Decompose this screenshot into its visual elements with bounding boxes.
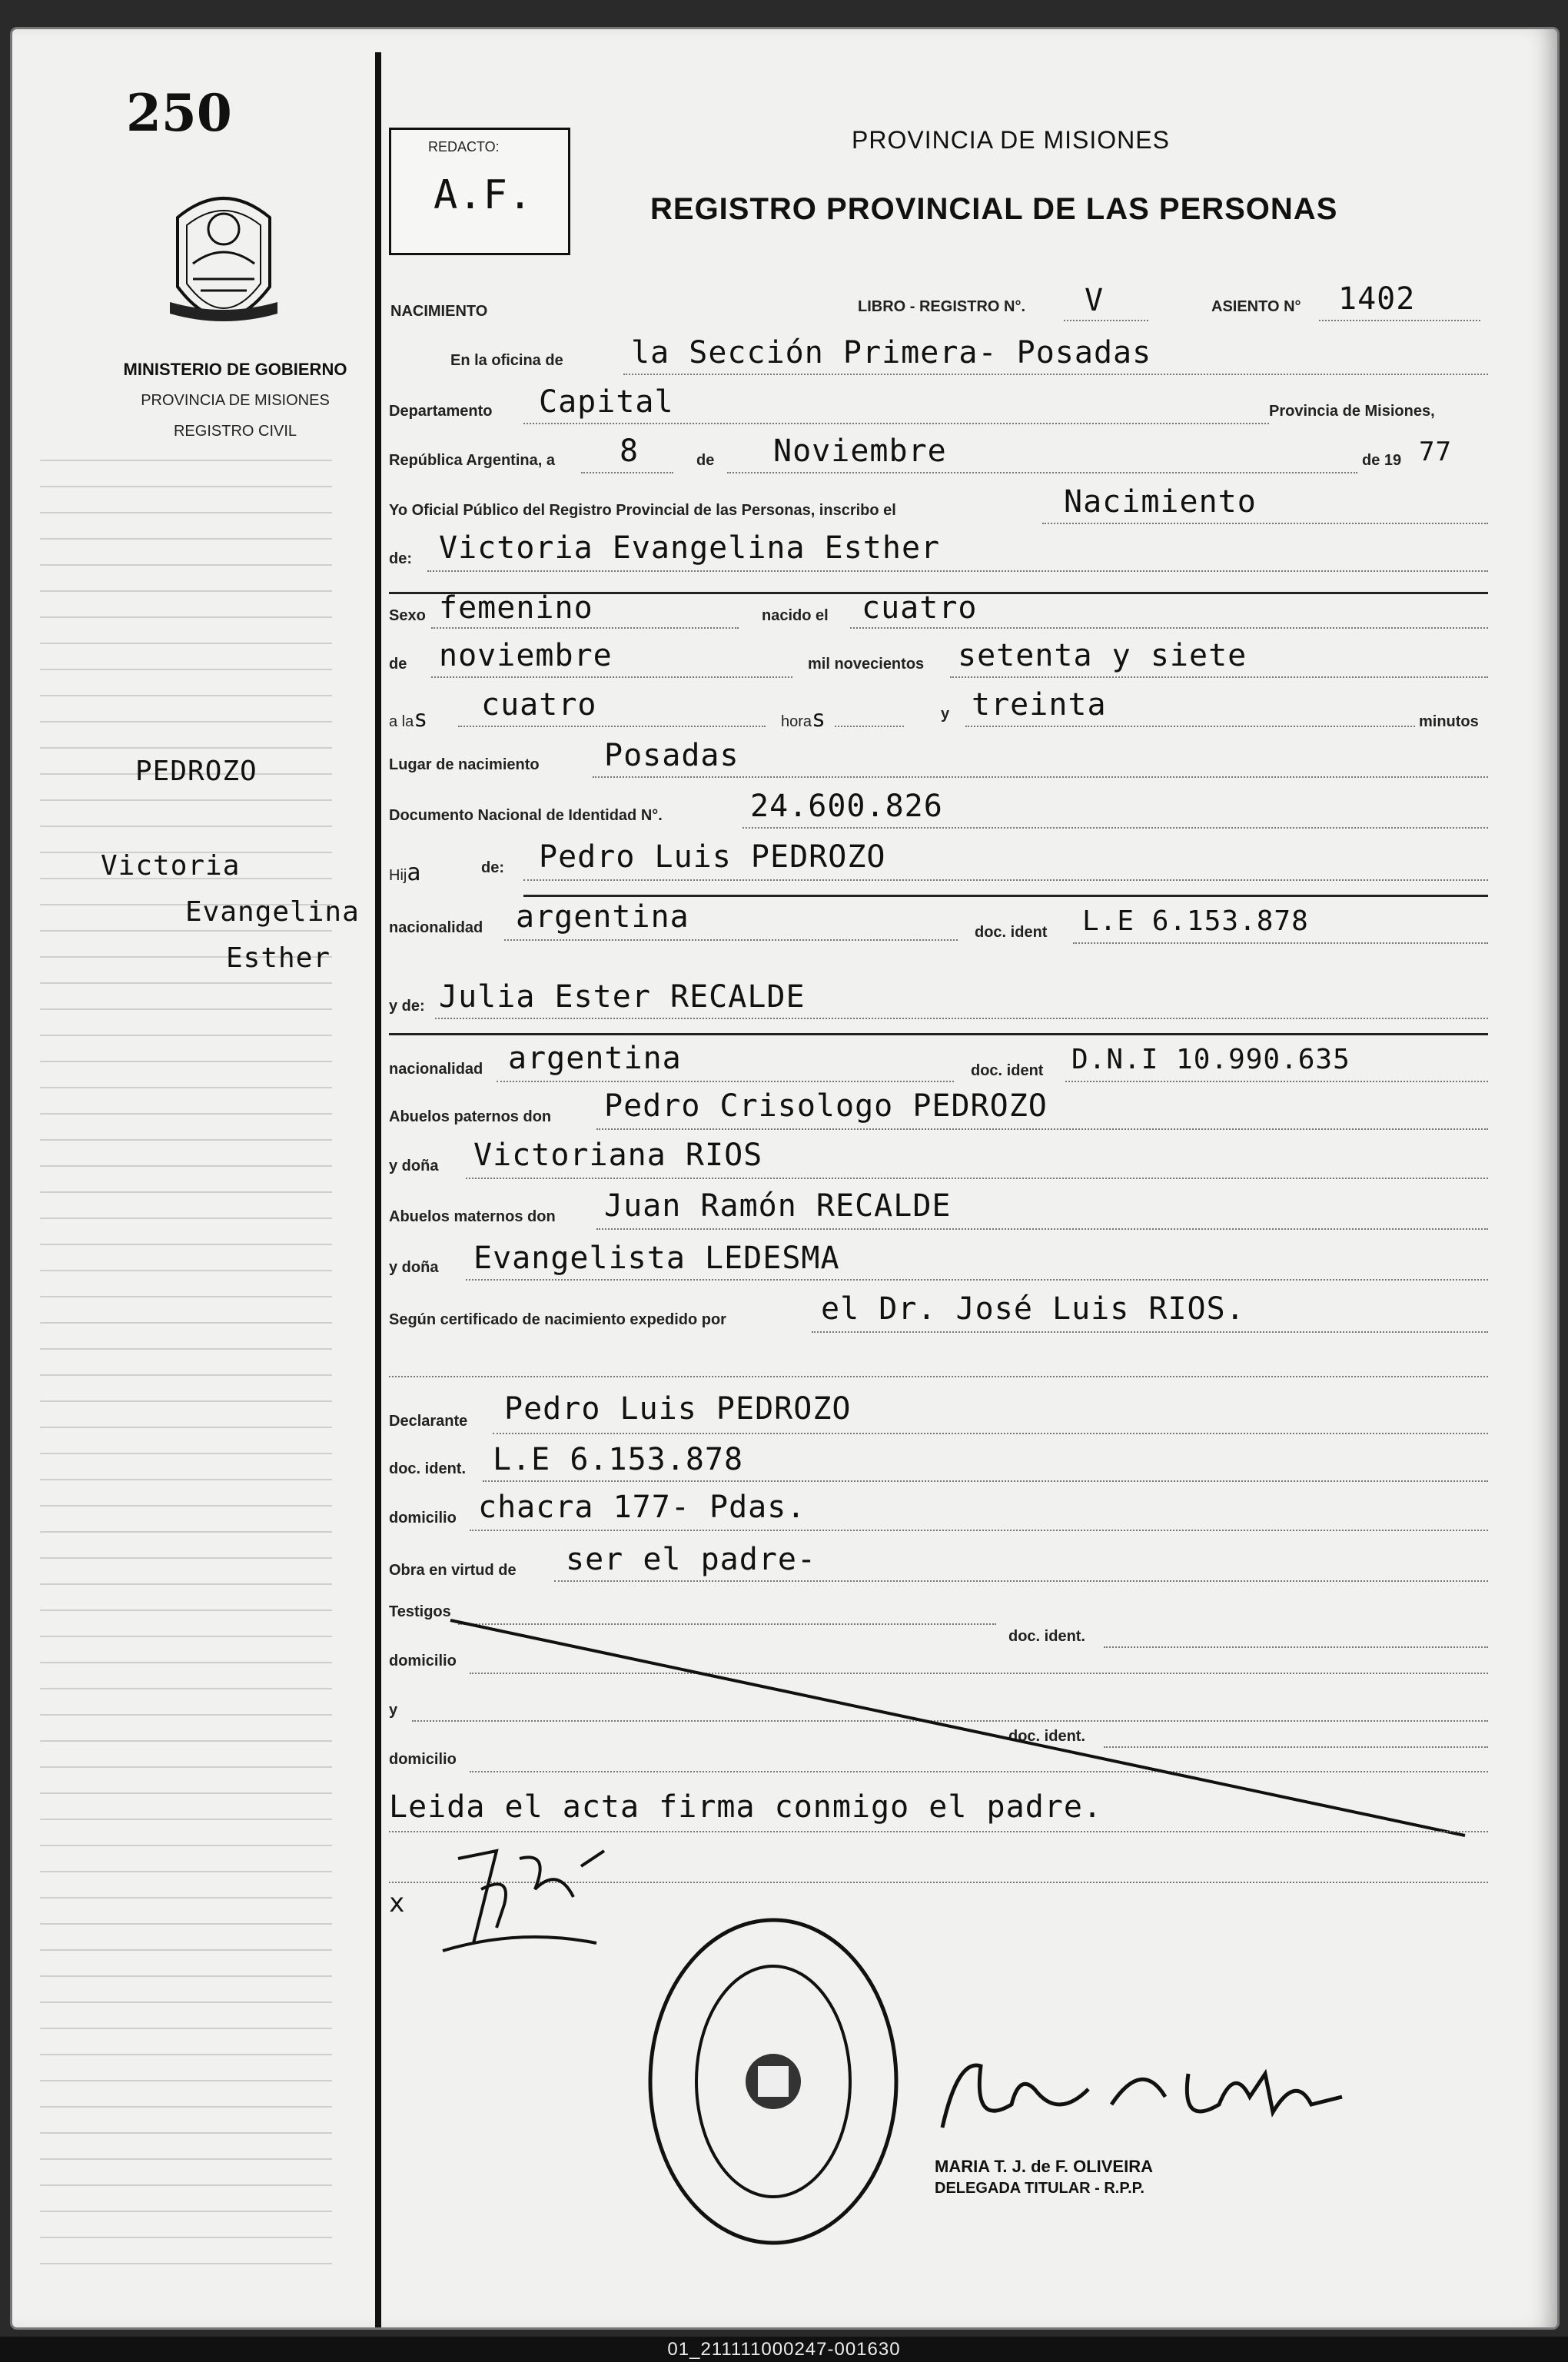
margin-line: [40, 1139, 332, 1141]
minutos-value: treinta: [972, 687, 1107, 723]
margin-line: [40, 1714, 332, 1716]
margin-line: [40, 2080, 332, 2081]
horas-label: horas: [781, 706, 827, 733]
republica-label: República Argentina, a: [389, 452, 555, 469]
margin-line: [40, 799, 332, 801]
margin-line: [40, 721, 332, 723]
margin-line: [40, 1087, 332, 1088]
sexo-label: Sexo: [389, 607, 426, 624]
margin-line: [40, 1662, 332, 1663]
mes-value: Noviembre: [773, 434, 947, 469]
margin-line: [40, 2158, 332, 2160]
lugar-label: Lugar de nacimiento: [389, 756, 540, 773]
dia-value: 8: [620, 434, 639, 469]
province-label: PROVINCIA DE MISIONES: [141, 392, 330, 409]
margin-line: [40, 1531, 332, 1533]
asiento-label: ASIENTO N°: [1211, 298, 1301, 315]
doc2-label: doc. ident: [971, 1062, 1044, 1079]
doc-t1-label: doc. ident.: [1008, 1628, 1085, 1645]
page-number: 250: [126, 83, 232, 143]
ydona2-label: y doña: [389, 1259, 439, 1276]
de-label: de: [696, 452, 715, 469]
margin-name-3: Esther: [226, 942, 331, 974]
officer-name: MARIA T. J. de F. OLIVEIRA: [935, 2157, 1153, 2176]
de4-label: de:: [481, 859, 504, 876]
province-title: PROVINCIA DE MISIONES: [852, 126, 1170, 154]
margin-line: [40, 1270, 332, 1271]
doc1-label: doc. ident: [975, 924, 1048, 941]
margin-line: [40, 643, 332, 644]
redacto-box: [389, 128, 570, 255]
margin-name-2: Evangelina: [185, 896, 360, 928]
margin-line: [40, 982, 332, 984]
margin-surname: PEDROZO: [135, 756, 257, 787]
lugar-value: Posadas: [604, 738, 739, 773]
margin-line: [40, 1897, 332, 1899]
doc-t2-label: doc. ident.: [1008, 1728, 1085, 1745]
officer-title: DELEGADA TITULAR - R.P.P.: [935, 2180, 1144, 2197]
margin-line: [40, 1557, 332, 1559]
sexo-value: femenino: [439, 590, 593, 626]
margin-line: [40, 1035, 332, 1036]
x-mark: x: [389, 1888, 406, 1919]
departamento-value: Capital: [539, 384, 674, 420]
nacido-value: cuatro: [862, 590, 978, 626]
abpat-value: Pedro Crisologo PEDROZO: [604, 1088, 1048, 1124]
madre-value: Julia Ester RECALDE: [439, 979, 806, 1015]
minutos-label: minutos: [1419, 713, 1479, 730]
leida-value: Leida el acta firma conmigo el padre.: [389, 1789, 1103, 1825]
margin-line: [40, 1845, 332, 1846]
margin-line: [40, 1244, 332, 1245]
margin-line: [40, 1923, 332, 1925]
margin-line: [40, 2132, 332, 2134]
margin-line: [40, 2106, 332, 2108]
domicilio-label: domicilio: [389, 1510, 457, 1526]
officer-signature: [927, 2043, 1357, 2166]
doc1-value: L.E 6.153.878: [1082, 905, 1309, 937]
margin-line: [40, 2263, 332, 2264]
margin-rule: [375, 52, 381, 2327]
provincial-seal-icon: [162, 187, 285, 348]
margin-line: [40, 1975, 332, 1977]
yde-label: y de:: [389, 998, 425, 1015]
padre-value: Pedro Luis PEDROZO: [539, 839, 886, 875]
declarante-value: Pedro Luis PEDROZO: [504, 1391, 852, 1427]
margin-line: [40, 1505, 332, 1507]
margin-line: [40, 1819, 332, 1820]
abmat-value: Juan Ramón RECALDE: [604, 1188, 952, 1224]
segun-value: el Dr. José Luis RIOS.: [821, 1291, 1245, 1327]
nac1-label: nacionalidad: [389, 919, 483, 936]
margin-line: [40, 590, 332, 592]
margin-line: [40, 1296, 332, 1297]
margin-line: [40, 1374, 332, 1376]
margin-line: [40, 1400, 332, 1402]
abpat-label: Abuelos paternos don: [389, 1108, 552, 1125]
de2-label: de:: [389, 550, 412, 567]
margin-line: [40, 1008, 332, 1010]
margin-line: [40, 2054, 332, 2055]
de3-label: de: [389, 656, 407, 673]
margin-line: [40, 669, 332, 670]
nac1-value: argentina: [516, 899, 689, 935]
margin-line: [40, 1322, 332, 1324]
margin-line: [40, 1766, 332, 1768]
margin-line: [40, 1061, 332, 1062]
margin-line: [40, 1218, 332, 1219]
margin-line: [40, 2028, 332, 2029]
margin-line: [40, 1191, 332, 1193]
margin-line: [40, 1348, 332, 1350]
margin-line: [40, 1583, 332, 1585]
image-id-footer: 01_211111000247-001630: [0, 2337, 1568, 2362]
anio-value: 77: [1419, 437, 1452, 467]
margin-line: [40, 1427, 332, 1428]
libro-label: LIBRO - REGISTRO N°.: [858, 298, 1025, 315]
doc2-value: D.N.I 10.990.635: [1071, 1044, 1350, 1075]
oficina-value: la Sección Primera- Posadas: [631, 335, 1152, 370]
redacto-label: REDACTO:: [428, 139, 500, 154]
margin-line: [40, 1871, 332, 1872]
oficial-label: Yo Oficial Público del Registro Provincial de las Personas, inscribo el: [389, 502, 896, 519]
hijo-label: Hija: [389, 859, 422, 886]
margin-line: [40, 2002, 332, 2003]
margin-line: [40, 1453, 332, 1454]
nac2-label: nacionalidad: [389, 1061, 483, 1078]
margin-line: [40, 486, 332, 487]
margin-line: [40, 930, 332, 932]
departamento-label: Departamento: [389, 403, 493, 420]
margin-line: [40, 1610, 332, 1611]
margin-line: [40, 1949, 332, 1951]
margin-line: [40, 1688, 332, 1689]
margin-line: [40, 695, 332, 696]
ydona1-label: y doña: [389, 1158, 439, 1174]
asiento-value: 1402: [1338, 281, 1416, 317]
registry-label: REGISTRO CIVIL: [173, 423, 297, 440]
domicilio-value: chacra 177- Pdas.: [478, 1490, 806, 1525]
margin-line: [40, 616, 332, 618]
y2-label: y: [389, 1702, 398, 1719]
dni-value: 24.600.826: [750, 789, 943, 824]
margin-line: [40, 1165, 332, 1167]
dni-label: Documento Nacional de Identidad N°.: [389, 807, 663, 824]
abuela-mat-value: Evangelista LEDESMA: [473, 1241, 840, 1276]
obra-label: Obra en virtud de: [389, 1562, 517, 1579]
oficial-value: Nacimiento: [1064, 484, 1257, 520]
margin-line: [40, 564, 332, 566]
margin-line: [40, 1479, 332, 1480]
margin-line: [40, 747, 332, 749]
margin-name-1: Victoria: [101, 850, 241, 882]
registry-stamp-icon: [643, 1912, 904, 2251]
declarante-label: Declarante: [389, 1413, 468, 1430]
margin-line: [40, 2211, 332, 2212]
segun-label: Según certificado de nacimiento expedido por: [389, 1311, 726, 1328]
dom-t2-label: domicilio: [389, 1751, 457, 1768]
oficina-label: En la oficina de: [450, 352, 563, 369]
margin-line: [40, 538, 332, 540]
registry-page: [12, 29, 1557, 2327]
type-label: NACIMIENTO: [390, 303, 488, 320]
margin-line: [40, 512, 332, 513]
docdec-label: doc. ident.: [389, 1460, 466, 1477]
docdec-value: L.E 6.153.878: [493, 1442, 744, 1477]
anio-label: de 19: [1362, 452, 1402, 469]
margin-line: [40, 1740, 332, 1742]
abmat-label: Abuelos maternos don: [389, 1208, 556, 1225]
nombre-value: Victoria Evangelina Esther: [439, 530, 941, 566]
declarant-signature: [427, 1828, 658, 1966]
margin-line: [40, 1792, 332, 1794]
horas-value: cuatro: [481, 687, 597, 723]
margin-line: [40, 1113, 332, 1115]
mil-value: setenta y siete: [958, 638, 1247, 673]
mil-label: mil novecientos: [808, 656, 925, 673]
libro-value: V: [1085, 283, 1105, 318]
dom-t1-label: domicilio: [389, 1653, 457, 1669]
margin-line: [40, 460, 332, 461]
provincia-label: Provincia de Misiones,: [1269, 403, 1435, 420]
obra-value: ser el padre-: [566, 1542, 817, 1577]
nacido-mes-value: noviembre: [439, 638, 613, 673]
registry-title: REGISTRO PROVINCIAL DE LAS PERSONAS: [650, 192, 1338, 226]
nac2-value: argentina: [508, 1041, 682, 1076]
margin-line: [40, 1636, 332, 1637]
alas-label: a las: [389, 706, 429, 733]
margin-line: [40, 826, 332, 827]
abuela-pat-value: Victoriana RIOS: [473, 1138, 763, 1173]
nacido-label: nacido el: [762, 607, 829, 624]
redacto-value: A.F.: [434, 172, 533, 218]
ministry-label: MINISTERIO DE GOBIERNO: [123, 360, 347, 379]
testigos-label: Testigos: [389, 1603, 451, 1620]
y-label: y: [941, 706, 950, 723]
margin-line: [40, 2237, 332, 2238]
margin-line: [40, 2184, 332, 2186]
